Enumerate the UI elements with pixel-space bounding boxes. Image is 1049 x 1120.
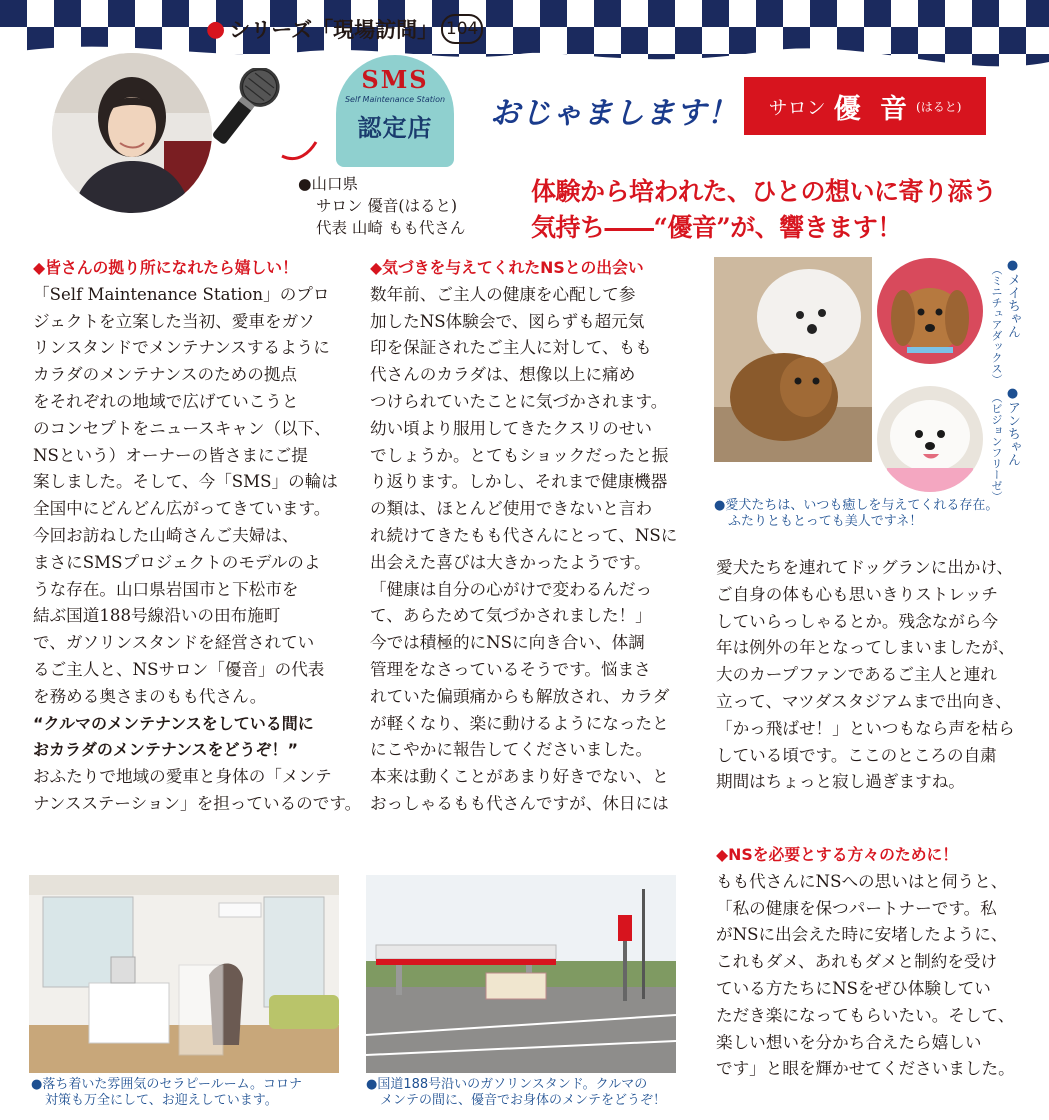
sms-subtitle: Self Maintenance Station <box>344 95 446 104</box>
col3b-line: 「私の健康を保つパートナーです。私 <box>716 898 997 918</box>
dogs-caption-line-1: ●愛犬たちは、いつも癒しを与えてくれる存在。 <box>714 498 999 513</box>
therapy-room-caption-line-2: 対策も万全にして、お迎えしています。 <box>45 1093 278 1108</box>
col1-line: 案しました。そして、今「SMS」の輪は <box>33 472 338 492</box>
dog-an-label <box>1005 386 1020 466</box>
therapy-room-caption-line-1: ●落ち着いた雰囲気のセラピールーム。コロナ <box>31 1077 302 1092</box>
microphone-icon <box>212 68 322 168</box>
gas-station-caption-line-1: ●国道188号沿いのガソリンスタンド。クルマの <box>366 1077 648 1092</box>
col2-line: つけられていたことに気づかされます。 <box>370 391 668 411</box>
col3-line: 立って、マツダスタジアムまで出向き、 <box>716 691 1012 711</box>
gas-station-photo <box>366 875 676 1073</box>
col3b-line: ただき楽になってもらいたい。そして、 <box>716 1005 1015 1025</box>
article-column-3 <box>716 555 1015 796</box>
gas-station-caption-line-2: メンテの間に、優音でお身体のメンテをどうぞ！ <box>380 1093 667 1108</box>
col2-line: 加したNS体験会で、図らずも超元気 <box>370 311 645 331</box>
info-salon: サロン 優音(はると) <box>316 197 458 215</box>
col2-line: て、あらためて気づかされました！」 <box>370 606 652 626</box>
col2-line: 本来は動くことがあまり好きでない、と <box>370 767 669 787</box>
dogs-photo <box>714 257 872 462</box>
col3b-line: ている方たちにNSをぜひ体験してい <box>716 978 991 998</box>
col1-line: おふたりで地域の愛車と身体の「メンテ <box>33 767 332 787</box>
col2-line: 代さんのカラダは、想像以上に痛め <box>370 365 636 385</box>
col1-line: で、ガソリンスタンドを経営されてい <box>33 633 315 653</box>
dog-mei-name: ●メイちゃん <box>1005 258 1020 338</box>
col3-line: 「かっ飛ばせ！」といつもなら声を枯ら <box>716 718 1015 738</box>
col2-line: れ続けてきたもも代さんにとって、NSに <box>370 525 678 545</box>
series-title <box>206 14 483 44</box>
col1-line: まさにSMSプロジェクトのモデルのよ <box>33 552 321 572</box>
col2-line: でしょうか。とてもショックだったと振 <box>370 445 669 465</box>
col2-line: り返ります。しかし、それまで健康機器 <box>370 472 668 492</box>
col3b-line: がNSに出会えた時に安堵したように、 <box>716 925 1008 945</box>
col3-line: していらっしゃるとか。残念ながら今 <box>716 611 999 631</box>
col1-line: リンスタンドでメンテナンスするように <box>33 338 330 358</box>
dogs-caption-line-2: ふたりともとっても美人ですネ！ <box>728 514 923 529</box>
sms-certified-label: 認定店 <box>357 113 433 142</box>
col3-line: 大のカープファンであるご主人と連れ <box>716 665 997 685</box>
col2-line: 管理をなさっているそうです。悩まさ <box>370 659 651 679</box>
portrait-photo <box>52 53 212 213</box>
col2-line: が軽くなり、楽に動けるようになったと <box>370 713 669 733</box>
col3-line: ご自身の体も心も思いきりストレッチ <box>716 584 998 604</box>
col3-line: 期間はちょっと寂し過ぎますね。 <box>716 772 965 792</box>
dog-an-name: ●アンちゃん <box>1005 386 1020 466</box>
col2-line: ◆気づきを与えてくれたNSとの出会い <box>370 258 644 277</box>
col1-line: おカラダのメンテナンスをどうぞ！” <box>33 740 299 760</box>
col1-line: “クルマのメンテナンスをしている間に <box>33 713 314 733</box>
col1-line: ナンスステーション」を担っているのです。 <box>33 793 362 813</box>
col2-line: 「健康は自分の心がけで変わるんだっ <box>370 579 653 599</box>
article-column-1 <box>33 255 361 818</box>
gas-station-caption <box>366 1077 666 1109</box>
col1-line: 「Self Maintenance Station」のプロ <box>33 284 330 304</box>
col3-line: 愛犬たちを連れてドッグランに出かけ、 <box>716 558 1014 577</box>
shop-prefix: サロン <box>768 96 826 119</box>
dog-an-breed-text: （ビジョンフリーゼ） <box>990 392 1003 502</box>
col1-line: ジェクトを立案した当初、愛車をガソ <box>33 311 315 331</box>
col3b-line: です」と眼を輝かせてくださいました。 <box>716 1059 1015 1079</box>
series-label: シリーズ「現場訪問」 <box>229 18 439 42</box>
article-column-2 <box>370 255 677 818</box>
therapy-room-photo <box>29 875 339 1073</box>
col1-line: 結ぶ国道188号線沿いの田布施町 <box>33 606 281 626</box>
col1-line: うな存在。山口県岩国市と下松市を <box>33 579 299 599</box>
col3-line: 年は例外の年となってしまいましたが、 <box>716 638 1015 658</box>
sms-certified-badge <box>336 55 454 167</box>
series-bullet: ● <box>206 16 226 42</box>
col1-line: NSという）オーナーの皆さまにご提 <box>33 445 308 465</box>
col1-line: 今回お訪ねした山崎さんご夫婦は、 <box>33 525 299 545</box>
shop-reading: (はると) <box>916 99 962 114</box>
headline-line-1: 体験から培われた、ひとの想いに寄り添う <box>531 177 997 206</box>
article-column-3-section <box>716 842 1015 1083</box>
dog-mei-label <box>1005 258 1020 338</box>
col1-line: ◆皆さんの拠り所になれたら嬉しい！ <box>33 258 298 277</box>
headline-line-2: 気持ち――“優音”が、響きます！ <box>531 213 902 242</box>
col2-line: おっしゃるもも代さんですが、休日には <box>370 793 669 813</box>
col2-line: れていた偏頭痛からも解放され、カラダ <box>370 686 670 706</box>
col2-line: の類は、ほとんど使用できないと言わ <box>370 499 653 519</box>
col2-line: 印を保証されたご主人に対して、もも <box>370 338 652 358</box>
greeting-heading: おじゃまします！ <box>490 96 738 131</box>
col3b-line: もも代さんにNSへの思いはと伺うと、 <box>716 871 1008 891</box>
col1-line: を務める奥さまのもも代さん。 <box>33 686 267 706</box>
col1-line: をそれぞれの地域で広げていこうと <box>33 391 299 411</box>
dog-mei-photo <box>877 258 983 364</box>
col2-line: 出会えた喜びは大きかったようです。 <box>370 552 651 572</box>
col3b-line: 楽しい想いを分かち合えたら嬉しい <box>716 1032 982 1052</box>
info-representative: 代表 山崎 もも代さん <box>316 219 466 237</box>
col3-line: している頃です。ここのところの自粛 <box>716 745 997 765</box>
shop-name: 優 音 <box>833 93 913 125</box>
col1-line: カラダのメンテナンスのための拠点 <box>33 365 298 385</box>
shop-name-box <box>744 77 986 135</box>
series-number: 104 <box>441 14 483 44</box>
col1-line: 全国中にどんどん広がってきています。 <box>33 499 331 519</box>
info-prefecture: ●山口県 <box>298 175 359 193</box>
dogs-caption <box>714 498 998 530</box>
dog-mei-breed-text: （ミニチュアダックス） <box>990 264 1003 385</box>
therapy-room-caption <box>31 1077 302 1109</box>
dog-an-breed <box>989 392 1004 502</box>
col2-line: 数年前、ご主人の健康を心配して参 <box>370 284 636 304</box>
col2-line: にこやかに報告してくださいました。 <box>370 740 653 760</box>
col1-line: るご主人と、NSサロン「優音」の代表 <box>33 659 325 679</box>
col3b-line: これもダメ、あれもダメと制約を受け <box>716 952 998 972</box>
col2-line: 幼い頃より服用してきたクスリのせい <box>370 418 652 438</box>
dog-mei-breed <box>989 264 1004 385</box>
col2-line: 今では積極的にNSに向き合い、体調 <box>370 633 645 653</box>
sms-logo: SMS <box>361 65 429 94</box>
col1-line: のコンセプトをニュースキャン（以下、 <box>33 418 331 438</box>
dog-an-photo <box>877 386 983 492</box>
col3b-line: ◆NSを必要とする方々のために！ <box>716 845 959 864</box>
